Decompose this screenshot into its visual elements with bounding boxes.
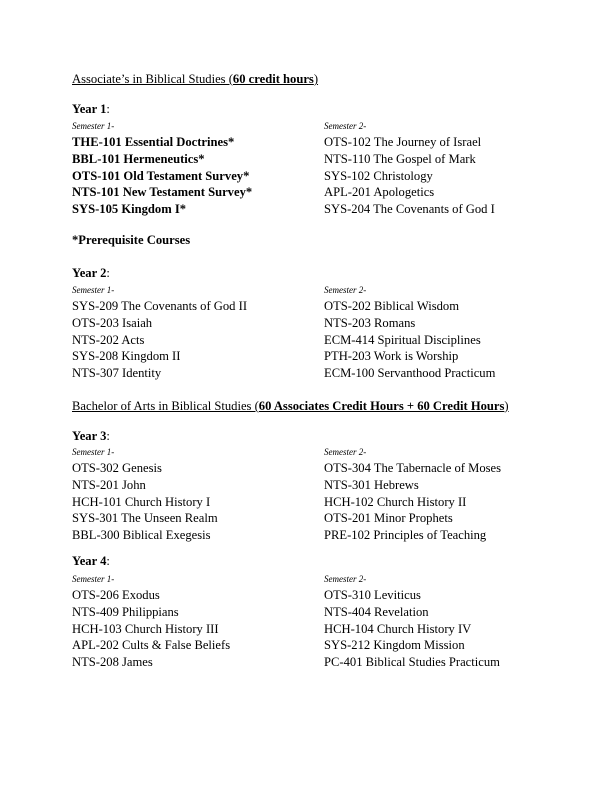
semester-label: Semester 1- xyxy=(72,574,115,584)
course-item: OTS-203 Isaiah xyxy=(72,315,153,330)
course-item: NTS-208 James xyxy=(72,655,153,670)
year-3-semester-2 xyxy=(324,446,574,544)
course-item: OTS-310 Leviticus xyxy=(324,588,421,602)
course-item: THE-101 Essential Doctrines* xyxy=(72,135,235,149)
course-item: SYS-105 Kingdom I* xyxy=(72,202,187,217)
course-item: BBL-101 Hermeneutics* xyxy=(72,151,205,166)
course-item: NTS-201 John xyxy=(72,477,146,492)
course-item: PTH-203 Work is Worship xyxy=(324,349,459,364)
course-item: SYS-208 Kingdom II xyxy=(72,349,181,364)
year-3-semester-1 xyxy=(72,446,322,544)
course-item: BBL-300 Biblical Exegesis xyxy=(72,528,211,543)
course-item: PC-401 Biblical Studies Practicum xyxy=(324,655,500,670)
course-item: SYS-102 Christology xyxy=(324,168,433,183)
year-1-semester-1 xyxy=(72,120,322,218)
course-item: NTS-301 Hebrews xyxy=(324,477,419,492)
semester-label: Semester 1- xyxy=(72,447,115,457)
course-item: OTS-302 Genesis xyxy=(72,461,162,475)
year-4-heading: Year 4: xyxy=(72,554,110,568)
course-item: NTS-307 Identity xyxy=(72,366,162,381)
course-item: ECM-414 Spiritual Disciplines xyxy=(324,332,481,347)
course-item: NTS-101 New Testament Survey* xyxy=(72,185,253,200)
associates-heading: Associate’s in Biblical Studies (60 credit hours) xyxy=(72,72,319,86)
course-item: NTS-202 Acts xyxy=(72,332,145,347)
course-item: NTS-404 Revelation xyxy=(324,604,429,619)
year-2-semester-2 xyxy=(324,284,574,382)
course-item: SYS-212 Kingdom Mission xyxy=(324,638,465,653)
semester-label: Semester 2- xyxy=(324,121,367,131)
prerequisite-note: *Prerequisite Courses xyxy=(72,233,191,247)
course-item: APL-202 Cults & False Beliefs xyxy=(72,638,231,653)
semester-label: Semester 1- xyxy=(72,285,115,295)
course-item: NTS-110 The Gospel of Mark xyxy=(324,151,476,166)
course-item: SYS-204 The Covenants of God I xyxy=(324,202,495,217)
course-item: HCH-103 Church History III xyxy=(72,621,219,636)
course-item: OTS-304 The Tabernacle of Moses xyxy=(324,461,502,475)
course-item: OTS-102 The Journey of Israel xyxy=(324,135,482,149)
year-2-heading: Year 2: xyxy=(72,266,110,280)
year-2-semester-1 xyxy=(72,284,322,382)
course-item: PRE-102 Principles of Teaching xyxy=(324,528,487,543)
course-item: NTS-409 Philippians xyxy=(72,604,179,619)
semester-label: Semester 2- xyxy=(324,285,367,295)
year-1-heading: Year 1: xyxy=(72,102,110,116)
semester-label: Semester 2- xyxy=(324,574,367,584)
course-item: HCH-102 Church History II xyxy=(324,494,467,509)
course-item: SYS-209 The Covenants of God II xyxy=(72,299,248,313)
course-item: SYS-301 The Unseen Realm xyxy=(72,511,218,526)
course-item: OTS-201 Minor Prophets xyxy=(324,511,453,526)
semester-label: Semester 1- xyxy=(72,121,115,131)
course-item: OTS-206 Exodus xyxy=(72,588,160,602)
course-item: HCH-104 Church History IV xyxy=(324,621,472,636)
year-4-semester-2 xyxy=(324,573,574,671)
year-3-heading: Year 3: xyxy=(72,429,110,443)
course-item: ECM-100 Servanthood Practicum xyxy=(324,366,496,381)
bachelors-heading: Bachelor of Arts in Biblical Studies (60 Associates Credit Hours + 60 Credit Hours) xyxy=(72,399,509,413)
semester-label: Semester 2- xyxy=(324,447,367,457)
year-1-semester-2 xyxy=(324,120,574,218)
course-item: APL-201 Apologetics xyxy=(324,185,435,200)
course-item: OTS-202 Biblical Wisdom xyxy=(324,299,459,313)
course-item: OTS-101 Old Testament Survey* xyxy=(72,168,250,183)
course-item: HCH-101 Church History I xyxy=(72,494,211,509)
course-item: NTS-203 Romans xyxy=(324,315,416,330)
year-4-semester-1 xyxy=(72,573,322,671)
